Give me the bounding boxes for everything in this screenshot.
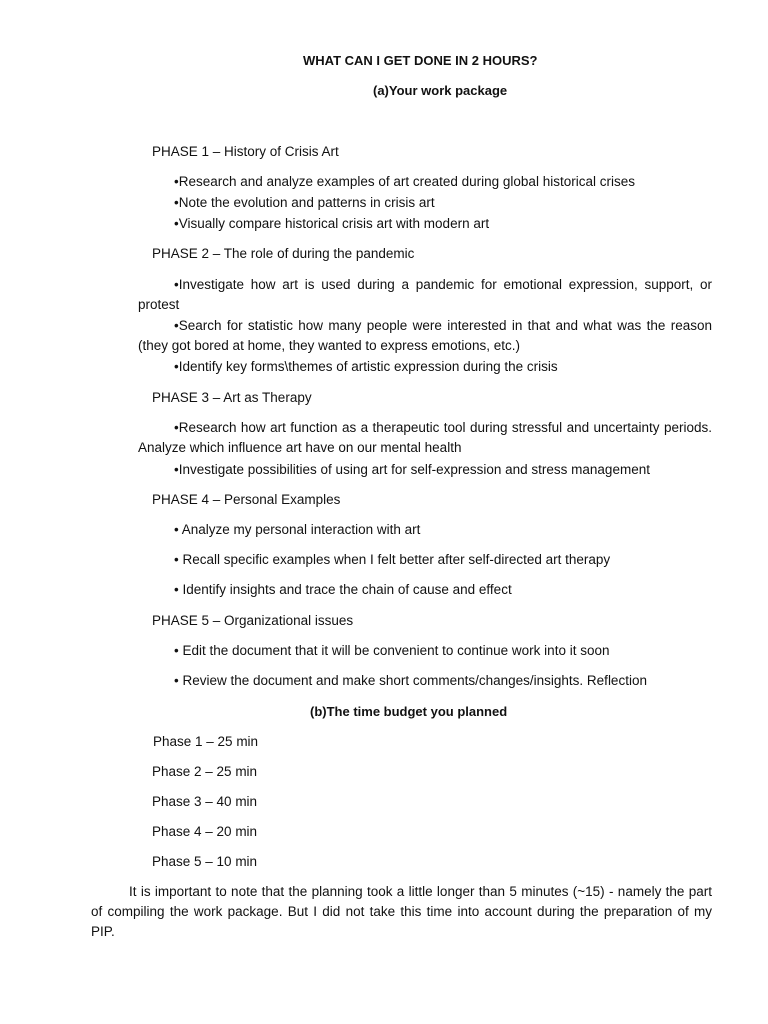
- phase-4-bullet: • Identify insights and trace the chain of cause and effect: [174, 582, 512, 597]
- phase-4-bullet: • Analyze my personal interaction with art: [174, 522, 421, 537]
- phase-5-bullet: • Review the document and make short comments/changes/insights. Reflection: [174, 673, 647, 688]
- phase-1-bullet: •Research and analyze examples of art created during global historical crises: [174, 174, 635, 189]
- phase-1-bullet: •Note the evolution and patterns in crisis art: [174, 195, 435, 210]
- phase-3-bullet: •Research how art function as a therapeutic tool during stressful and uncertainty periods. Analyze which influence art have on our mental health: [138, 420, 712, 455]
- budget-item: Phase 1 – 25 min: [153, 734, 259, 749]
- budget-item: Phase 5 – 10 min: [152, 854, 258, 869]
- closing-paragraph: It is important to note that the planning took a little longer than 5 minutes (~15) - namely the part of compiling the work package. But I did not take this time into account during the preparation of my PIP.: [91, 884, 712, 939]
- document-title: WHAT CAN I GET DONE IN 2 HOURS?: [303, 53, 538, 68]
- budget-item: Phase 4 – 20 min: [152, 824, 258, 839]
- phase-1-heading: PHASE 1 – History of Crisis Art: [152, 144, 339, 159]
- phase-2-bullet: •Identify key forms\themes of artistic expression during the crisis: [174, 359, 558, 374]
- phase-3-heading: PHASE 3 – Art as Therapy: [152, 390, 312, 405]
- phase-1-bullet: •Visually compare historical crisis art with modern art: [174, 216, 490, 231]
- phase-5-heading: PHASE 5 – Organizational issues: [152, 613, 354, 628]
- section-a-heading: (a)Your work package: [373, 83, 508, 98]
- budget-item: Phase 3 – 40 min: [152, 794, 258, 809]
- section-b-heading: (b)The time budget you planned: [310, 704, 508, 719]
- phase-3-bullet: •Investigate possibilities of using art for self-expression and stress management: [174, 462, 650, 477]
- phase-2-heading: PHASE 2 – The role of during the pandemic: [152, 246, 415, 261]
- budget-item: Phase 2 – 25 min: [152, 764, 258, 779]
- phase-4-bullet: • Recall specific examples when I felt better after self-directed art therapy: [174, 552, 611, 567]
- phase-2-bullet: •Search for statistic how many people were interested in that and what was the reason (they got bored at home, they wanted to express emotions, etc.): [138, 318, 712, 353]
- phase-5-bullet: • Edit the document that it will be convenient to continue work into it soon: [174, 643, 610, 658]
- phase-2-bullet: •Investigate how art is used during a pandemic for emotional expression, support, or protest: [138, 277, 712, 312]
- phase-4-heading: PHASE 4 – Personal Examples: [152, 492, 341, 507]
